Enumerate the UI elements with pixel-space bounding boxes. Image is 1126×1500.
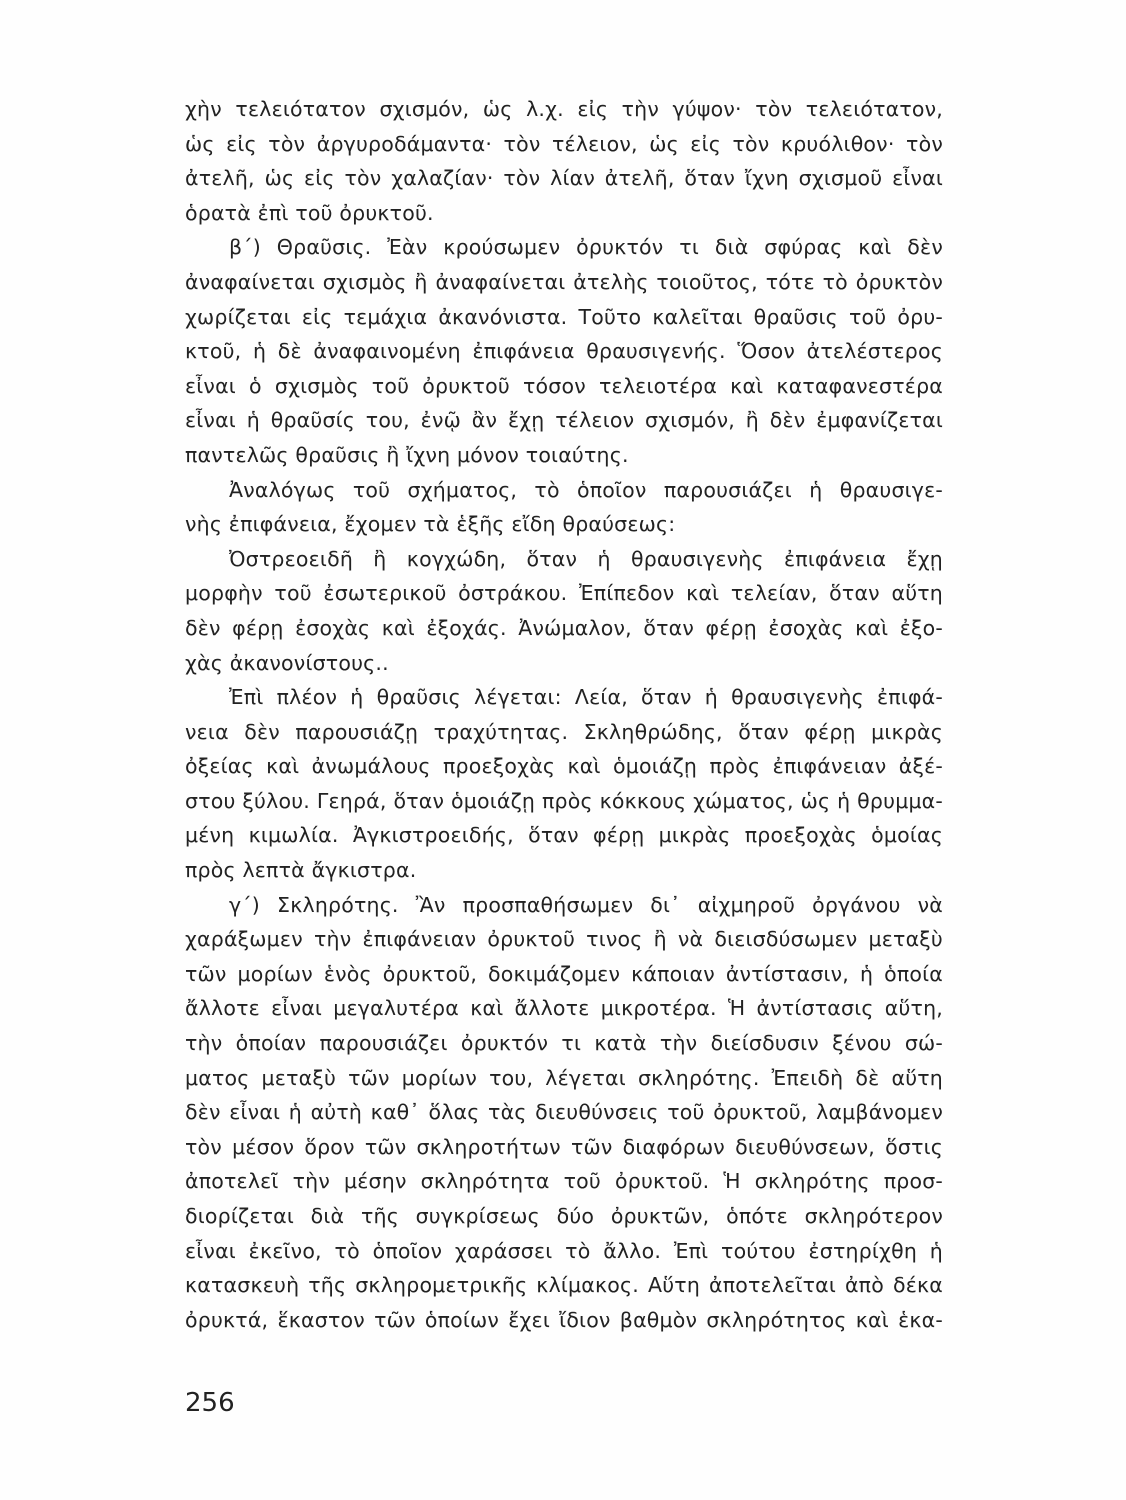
text-line: κατασκευὴ τῆς σκληρομετρικῆς κλίμακος. Αὕτη ἀποτελεῖται ἀπὸ δέκα xyxy=(185,1273,943,1298)
text-line: τῶν μορίων ἑνὸς ὀρυκτοῦ, δοκιμάζομεν κάποιαν ἀντίστασιν, ἡ ὁποία xyxy=(185,961,943,986)
text-line: ἀποτελεῖ τὴν μέσην σκληρότητα τοῦ ὀρυκτοῦ. Ἡ σκληρότης προσ- xyxy=(185,1169,943,1194)
text-line: ματος μεταξὺ τῶν μορίων του, λέγεται σκληρότης. Ἐπειδὴ δὲ αὕτη xyxy=(185,1065,943,1090)
text-line: ἀναφαίνεται σχισμὸς ἢ ἀναφαίνεται ἀτελὴς τοιοῦτος, τότε τὸ ὀρυκτὸν xyxy=(185,269,943,294)
body-text xyxy=(185,92,943,1337)
text-line: μένη κιμωλία. Ἀγκιστροειδής, ὅταν φέρῃ μικρὰς προεξοχὰς ὁμοίας xyxy=(185,823,943,848)
text-line: στου ξύλου. Γεηρά, ὅταν ὁμοιάζῃ πρὸς κόκκους χώματος, ὡς ἡ θρυμμα- xyxy=(185,788,943,813)
page-number: 256 xyxy=(185,1388,235,1418)
text-line: ὀξείας καὶ ἀνωμάλους προεξοχὰς καὶ ὁμοιάζῃ πρὸς ἐπιφάνειαν ἀξέ- xyxy=(185,754,943,779)
text-line: χωρίζεται εἰς τεμάχια ἀκανόνιστα. Τοῦτο καλεῖται θραῦσις τοῦ ὀρυ- xyxy=(185,304,943,329)
text-line: πρὸς λεπτὰ ἄγκιστρα. xyxy=(185,858,417,883)
text-line: χὰς ἀκανονίστους.. xyxy=(185,650,389,675)
text-line: νεια δὲν παρουσιάζῃ τραχύτητας. Σκληθρώδης, ὅταν φέρῃ μικρὰς xyxy=(185,719,943,744)
text-line: Ἐπὶ πλέον ἡ θραῦσις λέγεται: Λεία, ὅταν ἡ θραυσιγενὴς ἐπιφά- xyxy=(229,685,943,710)
text-line: γ΄) Σκληρότης. Ἂν προσπαθήσωμεν δι᾽ αἰχμηροῦ ὀργάνου νὰ xyxy=(229,892,943,917)
text-line: Ὀστρεοειδῆ ἢ κογχώδη, ὅταν ἡ θραυσιγενὴς ἐπιφάνεια ἔχῃ xyxy=(229,546,943,571)
text-line: β΄) Θραῦσις. Ἐὰν κρούσωμεν ὀρυκτόν τι διὰ σφύρας καὶ δὲν xyxy=(229,235,943,260)
text-line: Ἀναλόγως τοῦ σχήματος, τὸ ὁποῖον παρουσιάζει ἡ θραυσιγε- xyxy=(229,477,943,502)
text-line: τὴν ὁποίαν παρουσιάζει ὀρυκτόν τι κατὰ τὴν διείσδυσιν ξένου σώ- xyxy=(185,1031,943,1056)
text-line: κτοῦ, ἡ δὲ ἀναφαινομένη ἐπιφάνεια θραυσιγενής. Ὅσον ἀτελέστερος xyxy=(185,339,943,364)
text-line: τὸν μέσον ὅρον τῶν σκληροτήτων τῶν διαφόρων διευθύνσεων, ὅστις xyxy=(185,1134,943,1159)
text-line: ὀρυκτά, ἕκαστον τῶν ὁποίων ἔχει ἴδιον βαθμὸν σκληρότητος καὶ ἑκα- xyxy=(185,1307,943,1332)
text-line: δὲν φέρῃ ἐσοχὰς καὶ ἐξοχάς. Ἀνώμαλον, ὅταν φέρῃ ἐσοχὰς καὶ ἐξο- xyxy=(185,615,943,640)
text-line: μορφὴν τοῦ ἐσωτερικοῦ ὀστράκου. Ἐπίπεδον καὶ τελείαν, ὅταν αὕτη xyxy=(185,581,943,606)
text-line: ἀτελῆ, ὡς εἰς τὸν χαλαζίαν· τὸν λίαν ἀτελῆ, ὅταν ἴχνη σχισμοῦ εἶναι xyxy=(185,166,943,191)
text-line: νὴς ἐπιφάνεια, ἔχομεν τὰ ἑξῆς εἴδη θραύσεως: xyxy=(185,512,676,537)
text-line: εἶναι ὁ σχισμὸς τοῦ ὀρυκτοῦ τόσον τελειοτέρα καὶ καταφανεστέρα xyxy=(185,373,943,398)
text-line: χαράξωμεν τὴν ἐπιφάνειαν ὀρυκτοῦ τινος ἢ νὰ διεισδύσωμεν μεταξὺ xyxy=(185,927,943,952)
text-line: διορίζεται διὰ τῆς συγκρίσεως δύο ὀρυκτῶν, ὁπότε σκληρότερον xyxy=(185,1204,943,1228)
text-line: ὡς εἰς τὸν ἀργυροδάμαντα· τὸν τέλειον, ὡς εἰς τὸν κρυόλιθον· τὸν xyxy=(185,131,943,156)
text-line: χὴν τελειότατον σχισμόν, ὡς λ.χ. εἰς τὴν γύψον· τὸν τελειότατον, xyxy=(185,97,943,121)
text-line: εἶναι ἐκεῖνο, τὸ ὁποῖον χαράσσει τὸ ἄλλο. Ἐπὶ τούτου ἐστηρίχθη ἡ xyxy=(185,1238,943,1263)
text-line: ἄλλοτε εἶναι μεγαλυτέρα καὶ ἄλλοτε μικροτέρα. Ἡ ἀντίστασις αὕτη, xyxy=(185,996,943,1021)
text-line: δὲν εἶναι ἡ αὐτὴ καθ᾽ ὅλας τὰς διευθύνσεις τοῦ ὀρυκτοῦ, λαμβάνομεν xyxy=(185,1100,943,1125)
text-line: παντελῶς θραῦσις ἢ ἴχνη μόνον τοιαύτης. xyxy=(185,442,629,467)
text-line: εἶναι ἡ θραῦσίς του, ἐνῷ ἂν ἔχῃ τέλειον σχισμόν, ἢ δὲν ἐμφανίζεται xyxy=(185,408,943,433)
text-line: ὁρατὰ ἐπὶ τοῦ ὀρυκτοῦ. xyxy=(185,200,434,225)
